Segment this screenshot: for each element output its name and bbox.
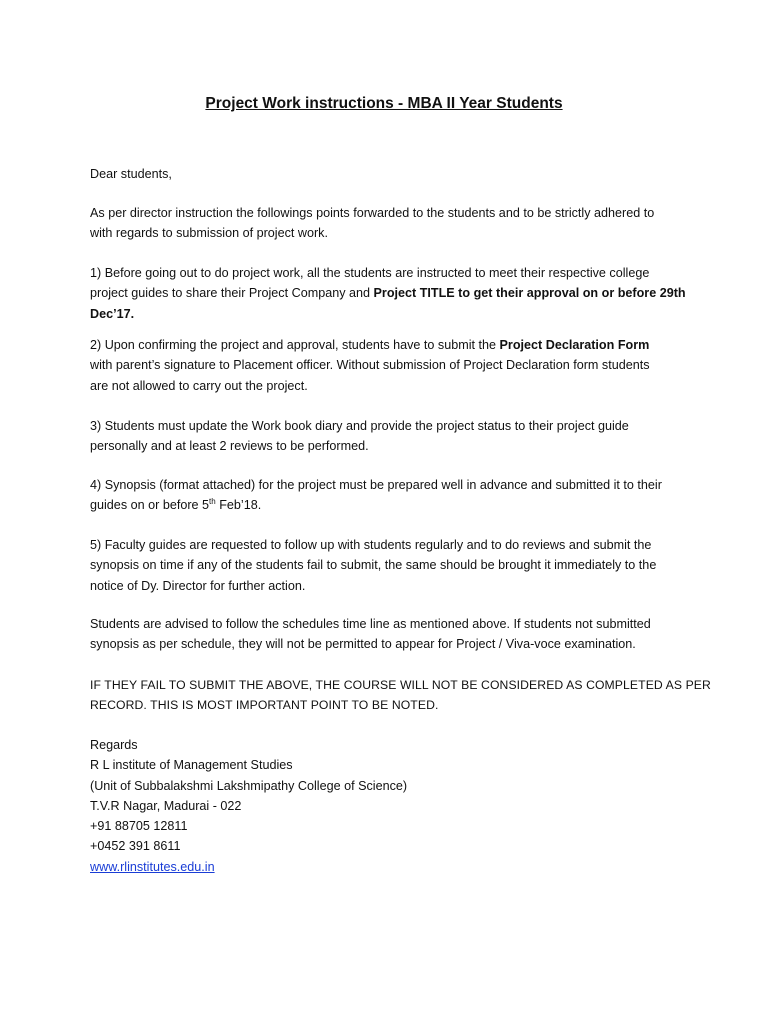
point-2-line-3: are not allowed to carry out the project. bbox=[90, 378, 308, 393]
point-1 bbox=[90, 263, 690, 324]
intro-line-1: As per director instruction the followings points forwarded to the students and to be strictly adhered to bbox=[90, 206, 655, 220]
point-4-superscript: th bbox=[209, 497, 216, 507]
salutation-text: Dear students, bbox=[90, 167, 172, 181]
website-link[interactable]: www.rlinstitutes.edu.in bbox=[90, 859, 215, 874]
intro-line-2: with regards to submission of project work. bbox=[90, 226, 328, 241]
signature-institute: R L institute of Management Studies bbox=[90, 758, 293, 773]
point-2-line-1-text: 2) Upon confirming the project and approval, students have to submit the bbox=[90, 338, 500, 352]
point-5-line-1: 5) Faculty guides are requested to follow up with students regularly and to do reviews and submit the bbox=[90, 538, 652, 552]
signature-block bbox=[90, 735, 690, 877]
advice-line-2: synopsis as per schedule, they will not be permitted to appear for Project / Viva-voce examination. bbox=[90, 637, 636, 652]
point-2-line-2: with parent’s signature to Placement officer. Without submission of Project Declaration form students bbox=[90, 358, 650, 373]
point-4 bbox=[90, 475, 690, 516]
point-5-line-2: synopsis on time if any of the students fail to submit, the same should be brought it immediately to the bbox=[90, 558, 657, 573]
advice-paragraph bbox=[90, 614, 690, 655]
point-1-line-3: Dec’17. bbox=[90, 306, 135, 321]
point-3 bbox=[90, 416, 690, 457]
point-1-line-2 bbox=[90, 283, 690, 303]
signature-phone-1: +91 88705 12811 bbox=[90, 819, 188, 834]
point-3-line-1: 3) Students must update the Work book diary and provide the project status to their project guide bbox=[90, 419, 629, 433]
advice-line-1: Students are advised to follow the schedules time line as mentioned above. If students not submitted bbox=[90, 617, 651, 631]
point-5 bbox=[90, 535, 690, 596]
point-2 bbox=[90, 335, 690, 396]
point-1-line-1: 1) Before going out to do project work, all the students are instructed to meet their respective college bbox=[90, 266, 650, 280]
point-2-declaration-form: Project Declaration Form bbox=[499, 338, 650, 352]
warning-paragraph bbox=[90, 675, 711, 716]
point-1-line-2-text: project guides to share their Project Company and bbox=[90, 286, 374, 301]
point-4-line-1: 4) Synopsis (format attached) for the project must be prepared well in advance and submitted it to their bbox=[90, 478, 662, 492]
point-4-date: Feb’18. bbox=[215, 498, 262, 513]
point-4-line-2-text: guides on or before 5 bbox=[90, 498, 210, 513]
signature-phone-2: +0452 391 8611 bbox=[90, 839, 181, 854]
signature-regards: Regards bbox=[90, 738, 138, 752]
point-3-line-2: personally and at least 2 reviews to be performed. bbox=[90, 439, 369, 454]
signature-unit: (Unit of Subbalakshmi Lakshmipathy College of Science) bbox=[90, 778, 408, 793]
point-4-line-2 bbox=[90, 495, 690, 515]
warning-line-2: RECORD. THIS IS MOST IMPORTANT POINT TO BE NOTED. bbox=[90, 698, 439, 713]
point-5-line-3: notice of Dy. Director for further action. bbox=[90, 578, 306, 593]
salutation bbox=[90, 164, 690, 184]
point-1-title-deadline: Project TITLE to get their approval on or before 29th bbox=[373, 286, 686, 301]
warning-line-1: IF THEY FAIL TO SUBMIT THE ABOVE, THE COURSE WILL NOT BE CONSIDERED AS COMPLETED AS PER bbox=[90, 678, 711, 692]
signature-address: T.V.R Nagar, Madurai - 022 bbox=[90, 798, 242, 813]
point-2-line-1 bbox=[90, 335, 690, 355]
intro-paragraph bbox=[90, 203, 690, 244]
document-title: Project Work instructions - MBA II Year Students bbox=[205, 95, 563, 112]
